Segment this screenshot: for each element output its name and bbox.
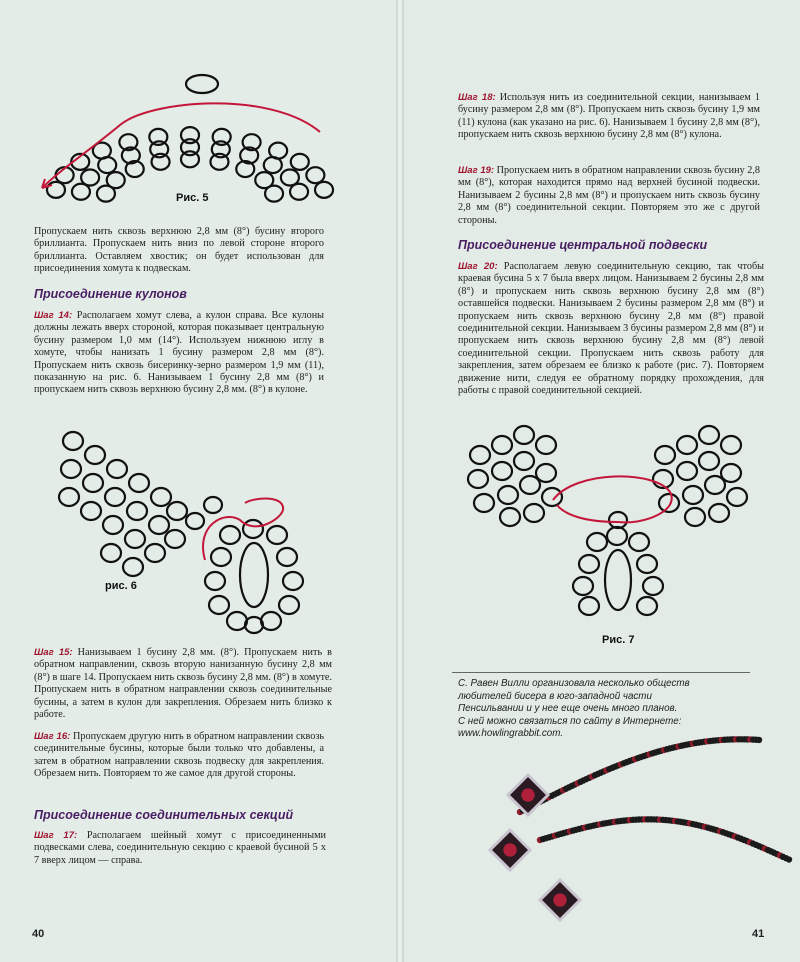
bead: [186, 513, 204, 529]
figure-5-caption: Рис. 5: [176, 192, 209, 204]
bead: [677, 436, 697, 454]
necklace-bead: [756, 737, 762, 743]
heading-attach-pendants: Присоединение кулонов: [34, 287, 187, 301]
bead: [542, 488, 562, 506]
intro-paragraph: [34, 226, 324, 276]
bead: [699, 452, 719, 470]
bead: [685, 508, 705, 526]
bead: [607, 527, 627, 545]
bead: [227, 612, 247, 630]
bead: [721, 436, 741, 454]
bead: [267, 526, 287, 544]
bead: [683, 486, 703, 504]
page-number-left: 40: [32, 928, 45, 940]
bead: [492, 462, 512, 480]
step-20-text: Располагаем левую соединительную секцию, так чтобы краевая бусина 5 х 7 была вверх лицом. Нанизываем 2 бусины 2,8 мм (8°) и пропускаем нить сквозь верхнюю бусину 2,8 мм (8°) оставшейся подвески. Нанизываем 2 бусины размером 2,8 мм (8°) и пропускаем нить сквозь верхнюю бусину 2,8 мм (8°) правой соединительной секции. Нанизываем 3 бусины размером 2,8 мм (8°) и пропускаем нить сквозь верхнюю бусину 2,8 мм (8°) левой соединительной секции. Пропускаем нить сквозь работу для закрепления, затем обрезаем ее близко к работе (рис. 7). Повторяем движение нити, следуя ее обратному порядку прохождения, для работы с правой соединительной секцией.: [458, 261, 764, 397]
bead: [145, 544, 165, 562]
bead: [643, 577, 663, 595]
bead: [107, 460, 127, 478]
bead: [261, 612, 281, 630]
pendant-center-stone: [503, 843, 516, 856]
pendant-center-stone: [521, 788, 534, 801]
bead: [637, 597, 657, 615]
bead: [520, 476, 540, 494]
step-19-label: Шаг 19:: [458, 165, 495, 176]
bead: [63, 432, 83, 450]
pendant-center-stone: [553, 893, 566, 906]
bead: [47, 182, 65, 198]
step-18: [458, 92, 760, 142]
bead: [277, 548, 297, 566]
bead: [637, 555, 657, 573]
bead: [165, 530, 185, 548]
bead: [151, 488, 171, 506]
bead: [709, 504, 729, 522]
page-number-right: 41: [752, 928, 765, 940]
bead: [514, 452, 534, 470]
bead: [245, 617, 263, 633]
bead: [220, 526, 240, 544]
bead: [105, 488, 125, 506]
bead: [492, 436, 512, 454]
bead: [85, 446, 105, 464]
bead: [655, 446, 675, 464]
bead: [659, 494, 679, 512]
bead: [290, 184, 308, 200]
pendant-center-bead: [605, 550, 631, 610]
step-19-text: Пропускаем нить в обратном направлении сквозь бусину 2,8 мм (8°), которая находится прямо над верхней бусиной подвески. Нанизываем 2 бусины 2,8 мм (8°) и пропускаем нить сквозь бусину 2,8 мм (8°) соединительной секции. Повторяем это же с другой стороны.: [458, 165, 760, 226]
figure-7-diagram: [465, 430, 765, 630]
credit-website: www.howlingrabbit.com.: [458, 728, 564, 740]
bead: [264, 157, 282, 173]
bead: [579, 555, 599, 573]
necklace-bead: [786, 856, 792, 862]
top-bead: [186, 75, 218, 93]
bead: [101, 544, 121, 562]
bead: [59, 488, 79, 506]
bead: [265, 186, 283, 202]
figure-5-diagram: [30, 70, 350, 210]
bead: [103, 516, 123, 534]
pendant-center-bead: [240, 543, 268, 607]
bead: [315, 182, 333, 198]
bead: [727, 488, 747, 506]
bead: [98, 157, 116, 173]
step-15-text: Нанизываем 1 бусину 2,8 мм. (8°). Пропускаем нить в обратном направлении, сквозь вторую нанизанную бусину 2,8 мм (8°) в шаге 14. Пропускаем нить сквозь бусину 2,8 мм. (8°) в хомуте. Пропускаем нить в обратном направлении сквозь соединительные бусины, а затем в кулон для закрепления. Обрезаем нить близко к работе.: [34, 647, 332, 721]
bead: [129, 474, 149, 492]
bead: [83, 474, 103, 492]
bead: [279, 596, 299, 614]
step-16: [34, 731, 324, 781]
bead: [587, 533, 607, 551]
bead: [500, 508, 520, 526]
bead: [498, 486, 518, 504]
step-19: [458, 165, 760, 227]
bead: [705, 476, 725, 494]
step-17-text: Располагаем шейный хомут с присоединенными подвесками слева, соединительную секцию с краевой бусиной 5 х 7 вверх лицом — справа.: [34, 830, 326, 866]
bead: [579, 597, 599, 615]
bead: [306, 167, 324, 183]
credit-line: С ней можно связаться по сайту в Интернете:: [458, 715, 682, 727]
credit-line: С. Равен Вилли организовала несколько обществ: [458, 678, 690, 689]
bead: [123, 558, 143, 576]
step-14: [34, 310, 324, 397]
bead: [127, 502, 147, 520]
bead: [149, 516, 169, 534]
step-17: [34, 830, 326, 867]
bead: [211, 548, 231, 566]
figure-7-caption: Рис. 7: [602, 634, 635, 646]
bead: [81, 170, 99, 186]
bead: [81, 502, 101, 520]
step-16-text: Пропускаем другую нить в обратном направлении сквозь соединительные бусины, которые были только что добавлены, а затем в обратном направлении сквозь подвеску для закрепления. Обрезаем нить. Повторяем то же самое для другой стороны.: [34, 731, 324, 780]
bead: [107, 172, 125, 188]
bead: [609, 512, 627, 528]
bead: [243, 520, 263, 538]
step-14-label: Шаг 14:: [34, 310, 73, 321]
heading-attach-connectors: Присоединение соединительных секций: [34, 808, 294, 822]
step-16-label: Шаг 16:: [34, 731, 71, 742]
necklace-photo: [480, 690, 800, 930]
credit-line: Пенсильвании и у нее еще очень много планов.: [458, 703, 678, 715]
step-14-text: Располагаем хомут слева, а кулон справа. Все кулоны должны лежать вверх стороной, которая показывает центральную бусину размером 1,0 мм (14°). Используем нижнюю иглу в хомуте, чтобы нанизать 1 бусину размером 2,8 мм (8°). Пропускаем нить сквозь бисеринку-зерно размером 1,9 мм (11), показанную на рис. 6. Нанизываем 1 бусину 2,8 мм (8°) и пропускаем нить сквозь верхнюю бусину 2,8 мм. (8°) в кулоне.: [34, 310, 324, 396]
bead: [573, 577, 593, 595]
bead: [181, 151, 199, 167]
step-20: [458, 261, 764, 397]
bead: [61, 460, 81, 478]
figure-6-diagram: [55, 425, 335, 645]
bead: [283, 572, 303, 590]
book-gutter: [396, 0, 404, 962]
credit-line: любителей бисера в юго-западной части: [458, 690, 652, 702]
step-20-label: Шаг 20:: [458, 261, 498, 272]
step-15: [34, 647, 332, 721]
step-17-label: Шаг 17:: [34, 830, 78, 841]
step-15-label: Шаг 15:: [34, 647, 73, 658]
intro-text: Пропускаем нить сквозь верхнюю 2,8 мм (8°) бусину второго бриллианта. Пропускаем нить вниз по левой стороне второго бриллианта. Оставляем хвостик; он будет использован для присоединения хомута к подвескам.: [34, 226, 324, 275]
bead: [204, 497, 222, 513]
credit-divider: [452, 672, 750, 673]
step-18-text: Используя нить из соединительной секции, нанизываем 1 бусину размером 2,8 мм (8°). Пропускаем нить сквозь бусину 1,9 мм (11) кулона (как указано на рис. 6). Нанизываем 1 бусину 2,8 мм (8°), пропускаем нить сквозь верхнюю бусину 2,8 мм (8°) кулона.: [458, 92, 760, 141]
bead: [205, 572, 225, 590]
figure-6-caption: рис. 6: [105, 580, 137, 592]
bead: [474, 494, 494, 512]
bead: [167, 502, 187, 520]
bead: [125, 530, 145, 548]
bead: [468, 470, 488, 488]
step-18-label: Шаг 18:: [458, 92, 496, 103]
bead: [536, 436, 556, 454]
bead: [677, 462, 697, 480]
bead: [524, 504, 544, 522]
bead: [291, 154, 309, 170]
bead: [470, 446, 490, 464]
bead: [209, 596, 229, 614]
heading-attach-center-pendant: Присоединение центральной подвески: [458, 238, 708, 252]
bead: [629, 533, 649, 551]
